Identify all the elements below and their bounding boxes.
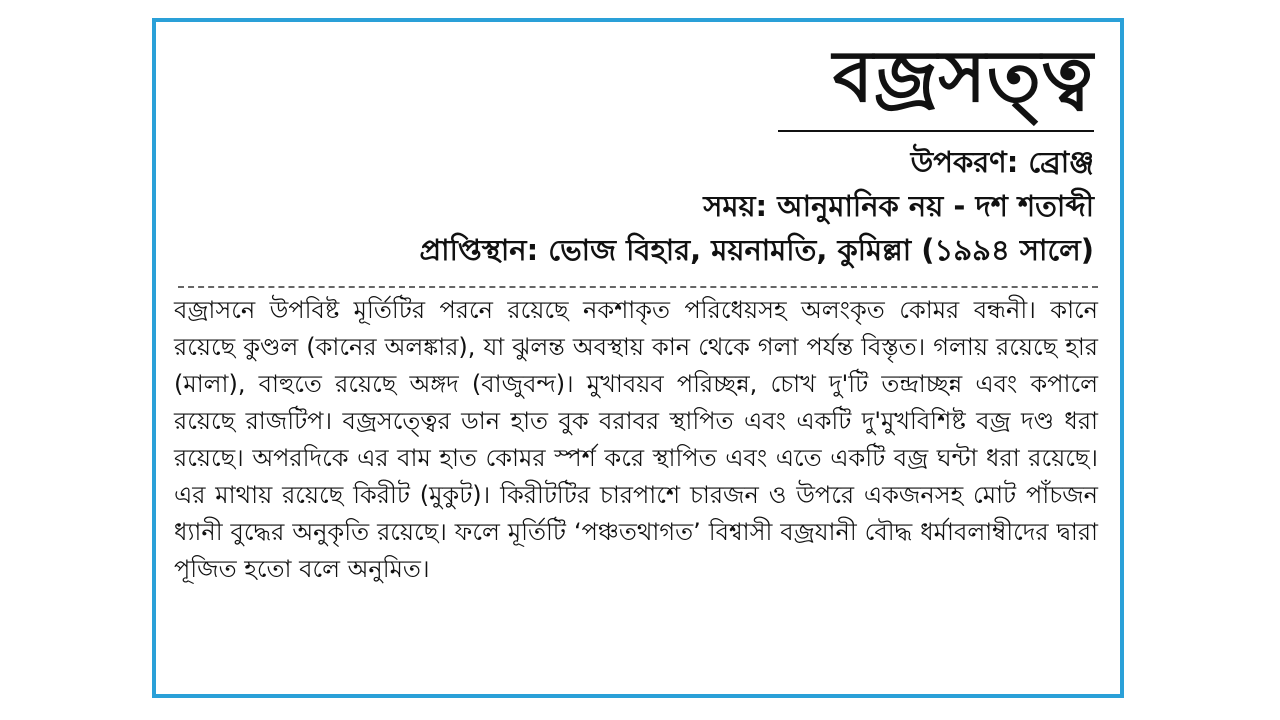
label-header [274, 28, 1094, 272]
title-underline [778, 130, 1094, 132]
dashed-divider [178, 286, 1098, 288]
material-line: উপকরণ: ব্রোঞ্জ [910, 145, 1094, 179]
artifact-title: বজ্রসত্ত্ব [832, 34, 1094, 118]
findspot-line: প্রাপ্তিস্থান: ভোজ বিহার, ময়নামতি, কুমিল্লা (১৯৯৪ সালে) [419, 233, 1094, 267]
period-line: সময়: আনুমানিক নয় - দশ শতাব্দী [703, 189, 1094, 223]
artifact-description: বজ্রাসনে উপবিষ্ট মূর্তিটির পরনে রয়েছে নকশাকৃত পরিধেয়সহ অলংকৃত কোমর বন্ধনী। কানে রয়েছে কুণ্ডল (কানের অলঙ্কার), যা ঝুলন্ত অবস্থায় কান থেকে গলা পর্যন্ত বিস্তৃত। গলায় রয়েছে হার (মালা), বাহুতে রয়েছে অঙ্গদ (বাজুবন্দ)। মুখাবয়ব পরিচ্ছন্ন, চোখ দু'টি তন্দ্রাচ্ছন্ন এবং কপালে রয়েছে রাজটিপ। বজ্রসত্ত্বের ডান হাত বুক বরাবর স্থাপিত এবং একটি দু'মুখবিশিষ্ট বজ্র দণ্ড ধরা রয়েছে। অপরদিকে এর বাম হাত কোমর স্পর্শ করে স্থাপিত এবং এতে একটি বজ্র ঘন্টা ধরা রয়েছে। এর মাথায় রয়েছে কিরীট (মুকুট)। কিরীটটির চারপাশে চারজন ও উপরে একজনসহ মোট পাঁচজন ধ্যানী বুদ্ধের অনুকৃতি রয়েছে। ফলে মূর্তিটি ‘পঞ্চতথাগত’ বিশ্বাসী বজ্রযানী বৌদ্ধ ধর্মাবলাম্বীদের দ্বারা পূজিত হতো বলে অনুমিত। [174, 296, 1098, 583]
museum-label-card [152, 18, 1124, 698]
